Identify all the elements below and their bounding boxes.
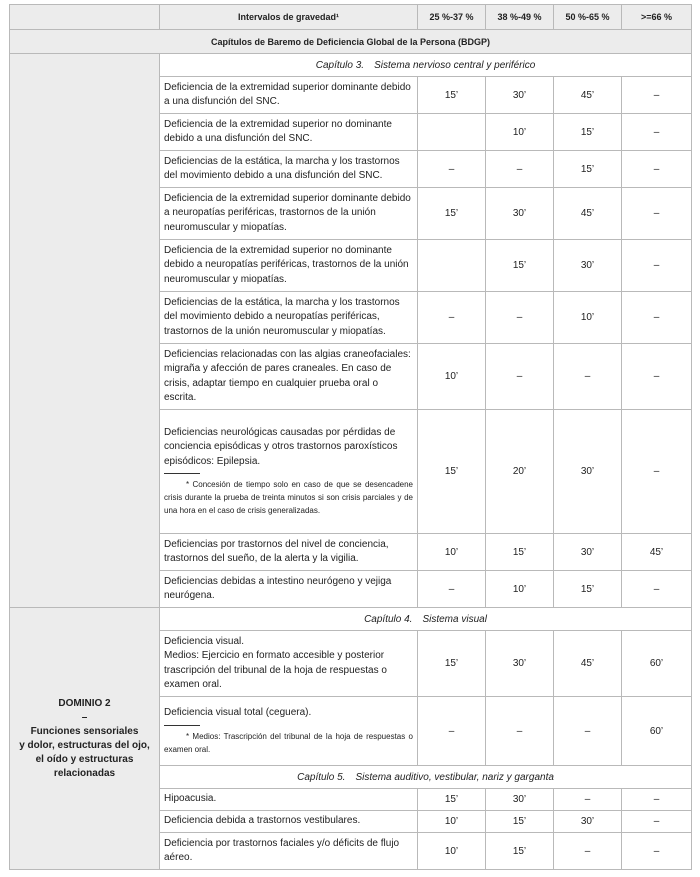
value-66: – bbox=[622, 833, 692, 870]
value-25-37: 15’ bbox=[418, 631, 486, 697]
domain-line: y dolor, estructuras del ojo, bbox=[19, 739, 150, 751]
value-66: – bbox=[622, 789, 692, 811]
value-38-49: – bbox=[486, 151, 554, 188]
col-header-50-65: 50 %-65 % bbox=[554, 5, 622, 30]
value-38-49: 10’ bbox=[486, 571, 554, 608]
chapter-row bbox=[10, 608, 692, 631]
value-38-49: 15’ bbox=[486, 833, 554, 870]
value-38-49: – bbox=[486, 344, 554, 410]
value-50-65: 15’ bbox=[554, 151, 622, 188]
row-description: Deficiencia por trastornos faciales y/o déficits de flujo aéreo. bbox=[160, 833, 418, 870]
domain-line: DOMINIO 2 bbox=[58, 697, 111, 709]
chapter-3-heading bbox=[160, 54, 692, 77]
domain-2-label bbox=[10, 608, 160, 870]
value-25-37 bbox=[418, 114, 486, 151]
chapter-5-heading bbox=[160, 766, 692, 789]
value-50-65: 10’ bbox=[554, 292, 622, 344]
value-25-37: 10’ bbox=[418, 811, 486, 833]
chapter-row bbox=[10, 54, 692, 77]
value-50-65: 45’ bbox=[554, 77, 622, 114]
row-description: Deficiencia de la extremidad superior dominante debido a una disfunción del SNC. bbox=[160, 77, 418, 114]
value-38-49: – bbox=[486, 697, 554, 766]
value-25-37: – bbox=[418, 292, 486, 344]
section-row bbox=[10, 30, 692, 54]
value-38-49: 30’ bbox=[486, 77, 554, 114]
value-50-65: 15’ bbox=[554, 571, 622, 608]
chapter-4-title: Sistema visual bbox=[422, 613, 487, 625]
value-25-37: 10’ bbox=[418, 534, 486, 571]
footnote-text: * Concesión de tiempo solo en caso de que se desencadene crisis durante la prueba de treinta minutos si son crisis parciales y de una hora en el caso de crisis generalizadas. bbox=[164, 479, 413, 515]
chapter-4-heading bbox=[160, 608, 692, 631]
value-66: – bbox=[622, 188, 692, 240]
col-header-38-49: 38 %-49 % bbox=[486, 5, 554, 30]
intervals-header: Intervalos de gravedad¹ bbox=[160, 5, 418, 30]
severity-table bbox=[9, 4, 692, 870]
domain-line: el oído y estructuras bbox=[35, 753, 134, 765]
chapter-4-number: Capítulo 4. bbox=[364, 613, 413, 625]
row-description: Hipoacusia. bbox=[160, 789, 418, 811]
value-25-37: – bbox=[418, 151, 486, 188]
value-66: – bbox=[622, 410, 692, 534]
chapter-3-title: Sistema nervioso central y periférico bbox=[374, 59, 536, 71]
row-description: Deficiencia debida a trastornos vestibulares. bbox=[160, 811, 418, 833]
value-38-49: 10’ bbox=[486, 114, 554, 151]
value-50-65: – bbox=[554, 344, 622, 410]
value-50-65: 30’ bbox=[554, 410, 622, 534]
value-50-65: 15’ bbox=[554, 114, 622, 151]
domain-line: Funciones sensoriales bbox=[30, 725, 139, 737]
value-25-37 bbox=[418, 240, 486, 292]
value-38-49: 15’ bbox=[486, 811, 554, 833]
value-50-65: 45’ bbox=[554, 631, 622, 697]
row-description: Deficiencias relacionadas con las algias craneofaciales: migraña y afección de pares craneales. En caso de crisis, adaptar tiempo en cualquier prueba oral o escrita. bbox=[160, 344, 418, 410]
value-50-65: – bbox=[554, 789, 622, 811]
row-description: Deficiencias por trastornos del nivel de conciencia, trastornos del sueño, de la alerta y la vigilia. bbox=[160, 534, 418, 571]
footnote-text: * Medios: Trascripción del tribunal de la hoja de respuestas o examen oral. bbox=[164, 731, 413, 754]
row-description: Deficiencia de la extremidad superior no dominante debido a una disfunción del SNC. bbox=[160, 114, 418, 151]
value-66: – bbox=[622, 292, 692, 344]
value-66: – bbox=[622, 151, 692, 188]
value-66: – bbox=[622, 240, 692, 292]
row-description-multiline: Deficiencia visual. Medios: Ejercicio en formato accesible y posterior trascripción del tribunal de la hoja de respuestas o examen oral. bbox=[160, 631, 418, 697]
value-25-37: 15’ bbox=[418, 77, 486, 114]
header-empty-cell bbox=[10, 5, 160, 30]
row-description: Deficiencias de la estática, la marcha y los trastornos del movimiento debido a una disfunción del SNC. bbox=[160, 151, 418, 188]
value-38-49: 30’ bbox=[486, 188, 554, 240]
domain-dash: – bbox=[81, 711, 88, 723]
value-38-49: 15’ bbox=[486, 534, 554, 571]
footnote-rule bbox=[164, 473, 200, 474]
chapter-5-title: Sistema auditivo, vestibular, nariz y garganta bbox=[355, 771, 554, 783]
value-66: 60’ bbox=[622, 697, 692, 766]
value-66: – bbox=[622, 344, 692, 410]
value-25-37: 10’ bbox=[418, 344, 486, 410]
row-description-text: Deficiencia visual total (ceguera). bbox=[164, 707, 312, 719]
value-38-49: – bbox=[486, 292, 554, 344]
footnote-rule bbox=[164, 725, 200, 726]
col-header-66: >=66 % bbox=[622, 5, 692, 30]
value-50-65: 45’ bbox=[554, 188, 622, 240]
row-description-text: Deficiencias neurológicas causadas por pérdidas de conciencia episódicas y otros trastornos paroxísticos episódicos: Epilepsia. bbox=[164, 427, 398, 467]
value-66: – bbox=[622, 571, 692, 608]
header-row bbox=[10, 5, 692, 30]
value-50-65: 30’ bbox=[554, 811, 622, 833]
domain-line: relacionadas bbox=[53, 767, 116, 779]
chapter-5-number: Capítulo 5. bbox=[297, 771, 346, 783]
value-25-37: 10’ bbox=[418, 833, 486, 870]
value-38-49: 30’ bbox=[486, 789, 554, 811]
value-50-65: 30’ bbox=[554, 240, 622, 292]
chapter-3-number: Capítulo 3. bbox=[315, 59, 365, 71]
value-66: 60’ bbox=[622, 631, 692, 697]
row-description: Deficiencias debidas a intestino neurógeno y vejiga neurógena. bbox=[160, 571, 418, 608]
row-description-with-note bbox=[160, 697, 418, 766]
value-25-37: 15’ bbox=[418, 789, 486, 811]
row-description-with-note bbox=[160, 410, 418, 534]
value-50-65: – bbox=[554, 833, 622, 870]
value-66: 45’ bbox=[622, 534, 692, 571]
value-66: – bbox=[622, 811, 692, 833]
value-38-49: 20’ bbox=[486, 410, 554, 534]
section-title: Capítulos de Baremo de Deficiencia Global de la Persona (BDGP) bbox=[10, 30, 692, 54]
value-66: – bbox=[622, 114, 692, 151]
row-description: Deficiencia de la extremidad superior dominante debido a neuropatías periféricas, trastornos de la unión neuromuscular y miopatías. bbox=[160, 188, 418, 240]
value-25-37: 15’ bbox=[418, 410, 486, 534]
value-50-65: – bbox=[554, 697, 622, 766]
domain1-side-cell bbox=[10, 54, 160, 608]
row-description: Deficiencias de la estática, la marcha y los trastornos del movimiento debido a neuropatías periféricas, trastornos de la unión neuromuscular y miopatías. bbox=[160, 292, 418, 344]
value-38-49: 15’ bbox=[486, 240, 554, 292]
value-25-37: – bbox=[418, 571, 486, 608]
col-header-25-37: 25 %-37 % bbox=[418, 5, 486, 30]
value-50-65: 30’ bbox=[554, 534, 622, 571]
row-description: Deficiencia de la extremidad superior no dominante debido a neuropatías periféricas, trastornos de la unión neuromuscular y miopatías. bbox=[160, 240, 418, 292]
value-38-49: 30’ bbox=[486, 631, 554, 697]
value-25-37: – bbox=[418, 697, 486, 766]
value-25-37: 15’ bbox=[418, 188, 486, 240]
value-66: – bbox=[622, 77, 692, 114]
